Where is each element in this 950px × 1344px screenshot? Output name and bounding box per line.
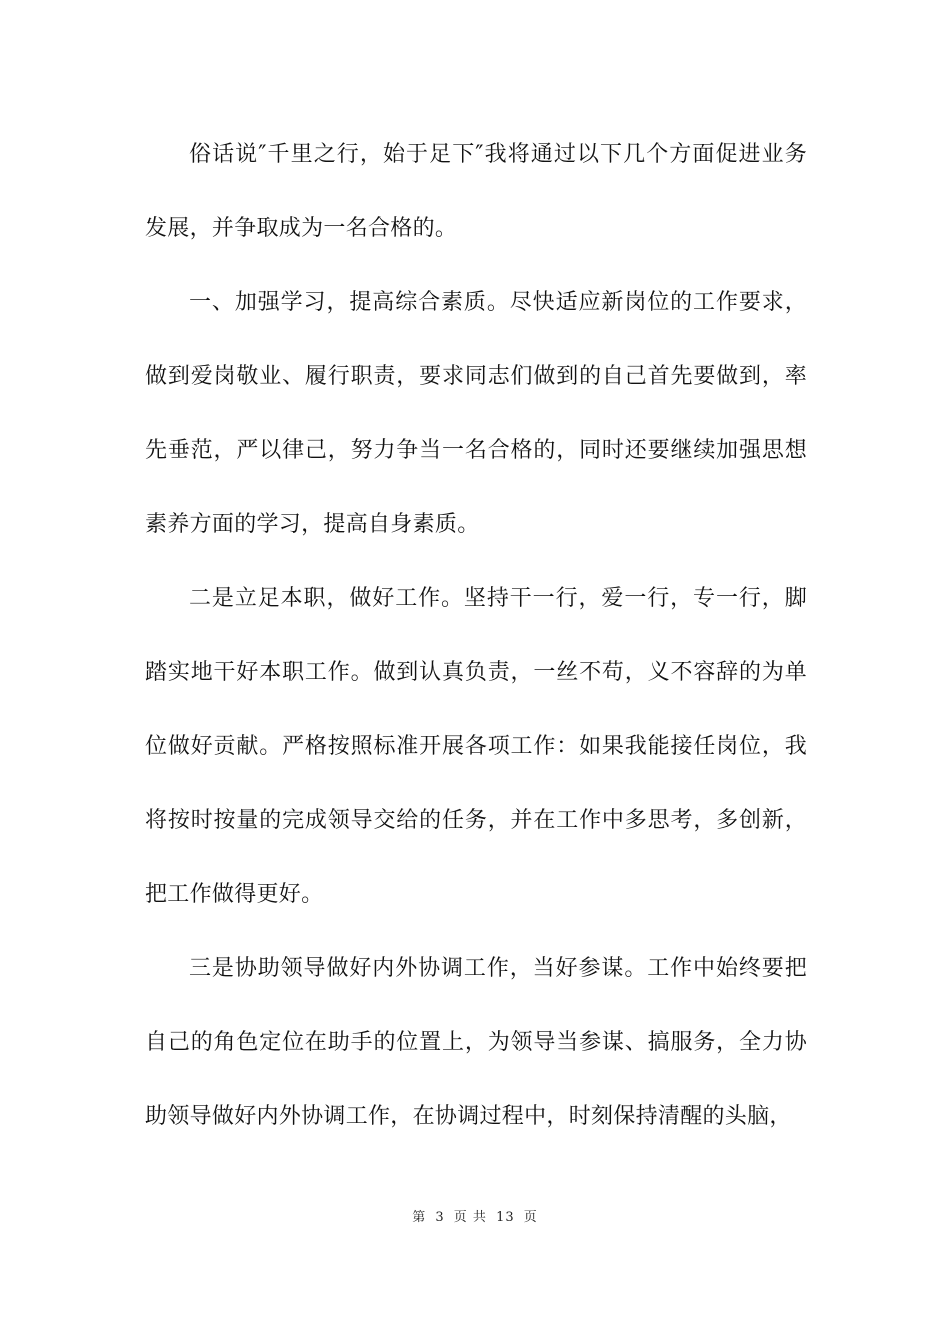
document-body (145, 118, 807, 1154)
footer-prefix: 第 (412, 1210, 427, 1225)
page-footer (0, 1206, 950, 1225)
footer-current-page: 3 (435, 1210, 445, 1225)
footer-total-pages: 13 (496, 1210, 515, 1225)
footer-suffix: 页 (523, 1210, 538, 1225)
paragraph-intro: 俗话说″千里之行，始于足下″我将通过以下几个方面促进业务发展，并争取成为一名合格的。 (145, 142, 807, 241)
paragraph-point-one: 一、加强学习，提高综合素质。尽快适应新岗位的工作要求，做到爱岗敬业、履行职责，要求同志们做到的自己首先要做到，率先垂范，严以律己，努力争当一名合格的，同时还要继续加强思想素养方面的学习，提高自身素质。 (145, 290, 807, 537)
footer-middle: 页 共 (453, 1210, 487, 1225)
paragraph-point-three: 三是协助领导做好内外协调工作，当好参谋。工作中始终要把自己的角色定位在助手的位置上，为领导当参谋、搞服务，全力协助领导做好内外协调工作，在协调过程中，时刻保持清醒的头脑， (145, 956, 807, 1129)
paragraph-point-two: 二是立足本职，做好工作。坚持干一行，爱一行，专一行，脚踏实地干好本职工作。做到认真负责，一丝不苟，义不容辞的为单位做好贡献。严格按照标准开展各项工作：如果我能接任岗位，我将按时按量的完成领导交给的任务，并在工作中多思考，多创新，把工作做得更好。 (145, 586, 807, 907)
